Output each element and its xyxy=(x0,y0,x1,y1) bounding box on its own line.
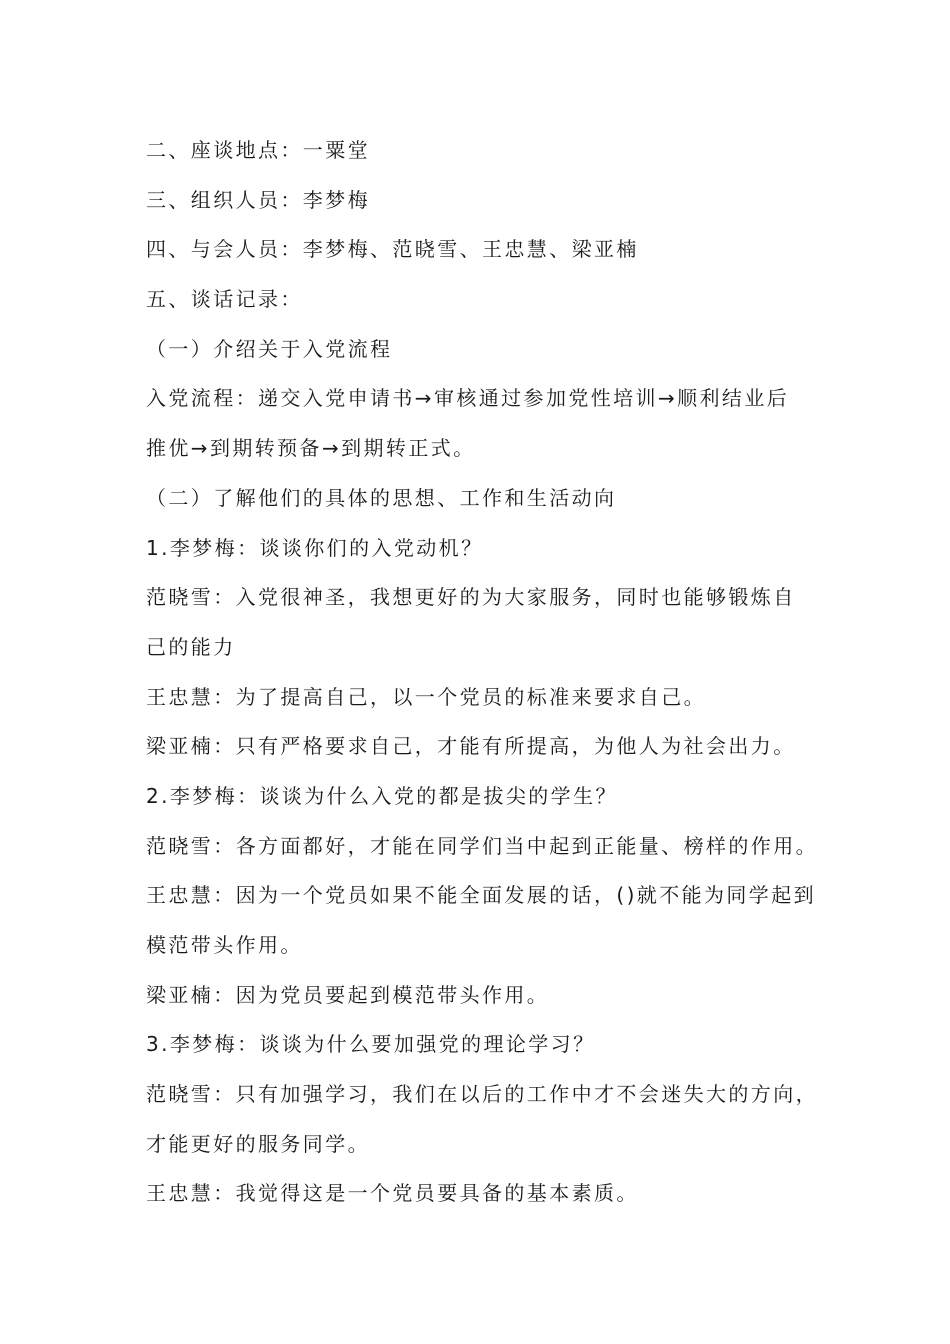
answer-2-wang-line-2: 模范带头作用。 xyxy=(146,933,303,957)
process-line-1: 入党流程：递交入党申请书→审核通过参加党性培训→顺利结业后 xyxy=(146,386,790,411)
organizer-line: 三、组织人员：李梦梅 xyxy=(146,187,370,212)
question-3: 3.李梦梅：谈谈为什么要加强党的理论学习？ xyxy=(146,1032,596,1057)
answer-3-fan-line-2: 才能更好的服务同学。 xyxy=(146,1131,370,1156)
answer-2-wang-line-1: 王忠慧：因为一个党员如果不能全面发展的话，()就不能为同学起到 xyxy=(146,883,817,908)
answer-2-fan: 范晓雪：各方面都好，才能在同学们当中起到正能量、榜样的作用。 xyxy=(146,833,818,858)
process-line-2: 推优→到期转预备→到期转正式。 xyxy=(146,436,476,461)
answer-3-fan-line-1: 范晓雪：只有加强学习，我们在以后的工作中才不会迷失大的方向， xyxy=(146,1082,818,1107)
document-body xyxy=(146,126,818,1219)
answer-1-fan-line-1: 范晓雪：入党很神圣，我想更好的为大家服务，同时也能够锻炼自 xyxy=(146,585,796,610)
question-1: 1.李梦梅：谈谈你们的入党动机？ xyxy=(146,535,484,560)
answer-3-wang: 王忠慧：我觉得这是一个党员要具备的基本素质。 xyxy=(146,1181,639,1206)
answer-1-fan-line-2: 己的能力 xyxy=(146,634,236,659)
attendees-line: 四、与会人员：李梦梅、范晓雪、王忠慧、梁亚楠 xyxy=(146,237,639,262)
question-2: 2.李梦梅：谈谈为什么入党的都是拔尖的学生？ xyxy=(146,783,618,808)
answer-2-liang: 梁亚楠：因为党员要起到模范带头作用。 xyxy=(146,982,550,1007)
record-heading: 五、谈话记录： xyxy=(146,287,303,312)
section-one-heading: （一）介绍关于入党流程 xyxy=(146,336,393,361)
answer-1-wang: 王忠慧：为了提高自己，以一个党员的标准来要求自己。 xyxy=(146,684,706,709)
section-two-heading: （二）了解他们的具体的思想、工作和生活动向 xyxy=(146,485,617,510)
answer-1-liang: 梁亚楠：只有严格要求自己，才能有所提高，为他人为社会出力。 xyxy=(146,734,796,759)
meeting-location-line: 二、座谈地点：一粟堂 xyxy=(146,138,370,162)
